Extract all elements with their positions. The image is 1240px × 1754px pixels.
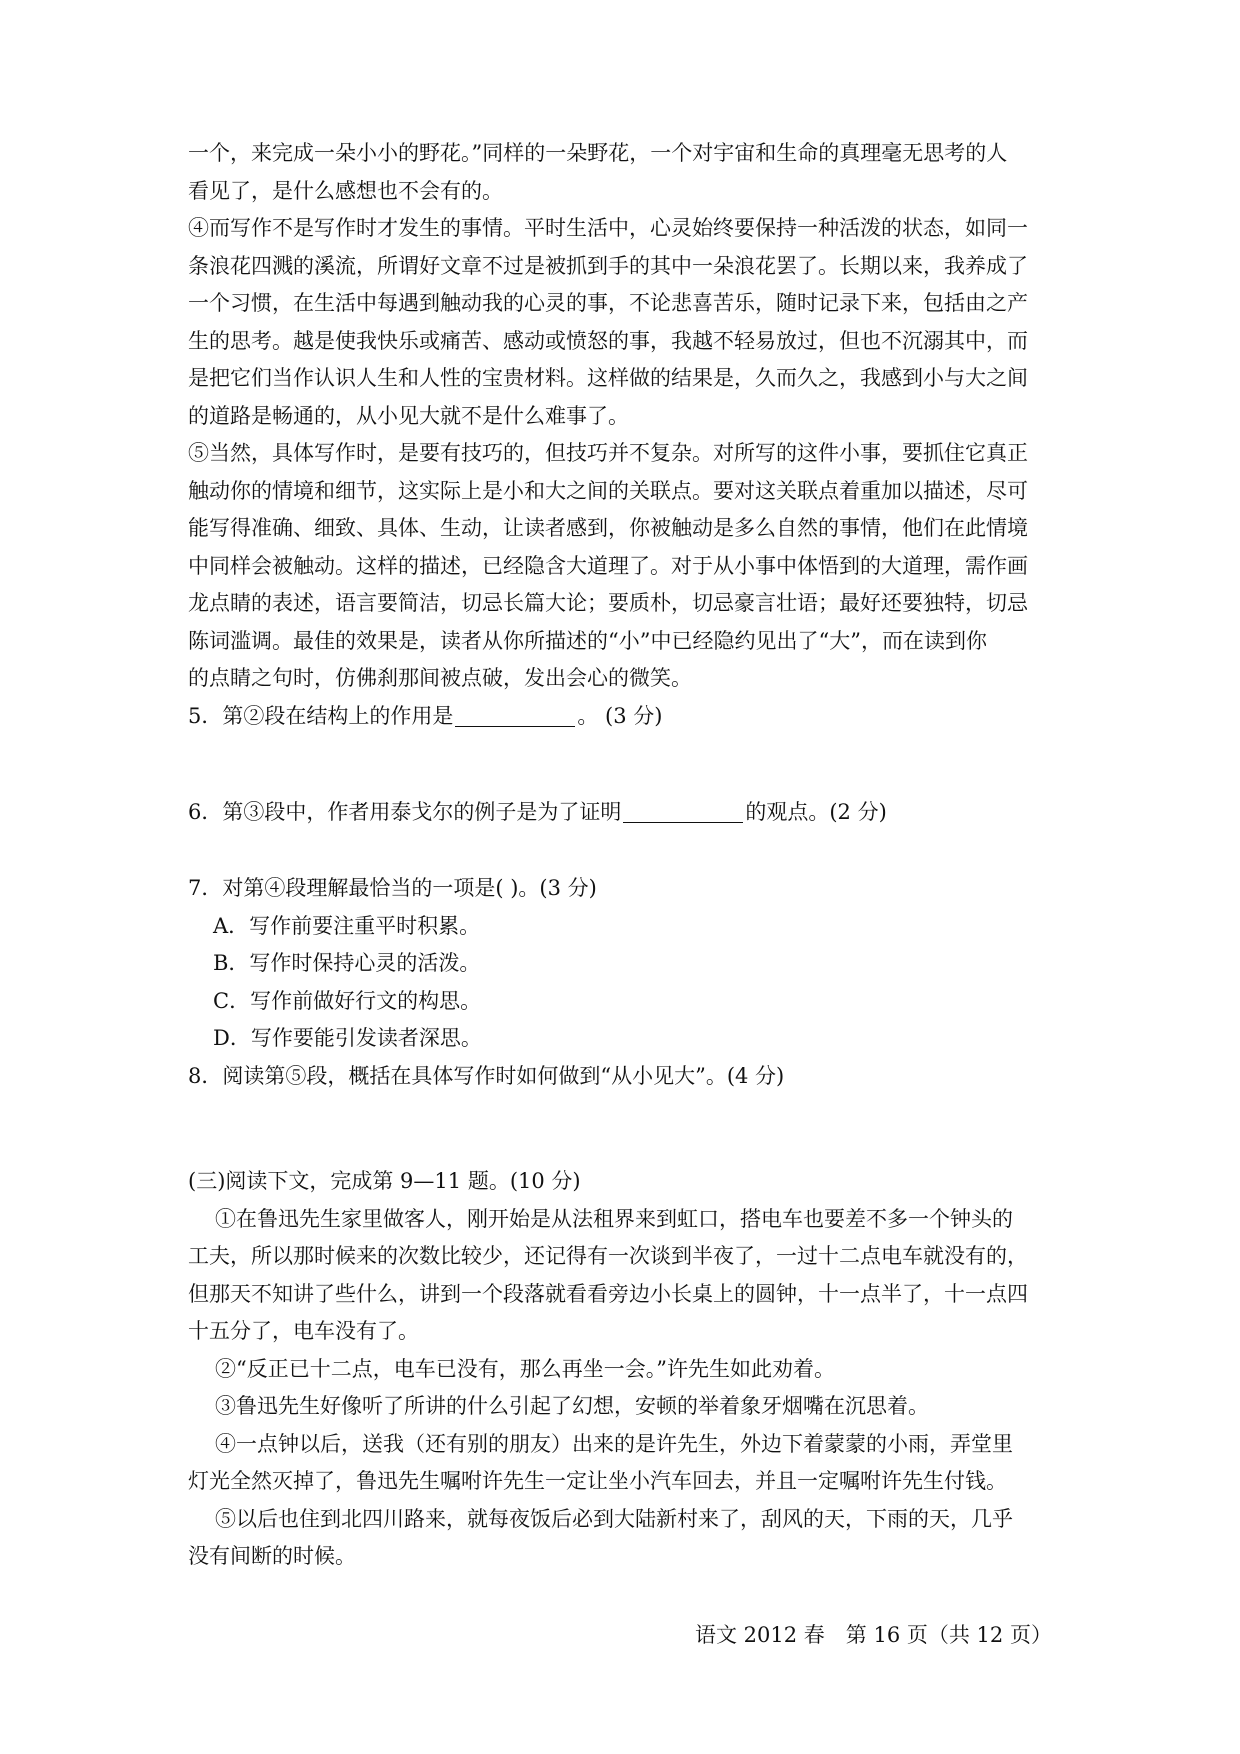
question-6-score: 的观点。(2 分): [745, 800, 887, 824]
option-c[interactable]: C．写作前做好行文的构思。: [213, 988, 482, 1013]
answer-blank-5[interactable]: [455, 702, 575, 727]
text-line: 一个，来完成一朵小小的野花。”同样的一朵野花，一个对宇宙和生命的真理毫无思考的人: [188, 141, 1008, 165]
section-3: [188, 1163, 1058, 1576]
question-7-block: [188, 870, 1058, 1095]
text-line: ⑤以后也住到北四川路来，就每夜饭后必到大陆新村来了，刮风的天，下雨的天，几乎: [215, 1506, 1013, 1531]
text-line: 条浪花四溅的溪流，所谓好文章不过是被抓到手的其中一朵浪花罢了。长期以来，我养成了: [188, 253, 1028, 278]
text-line: ①在鲁迅先生家里做客人，刚开始是从法租界来到虹口，搭电车也要差不多一个钟头的: [215, 1206, 1013, 1231]
option-a[interactable]: A．写作前要注重平时积累。: [213, 913, 481, 938]
answer-blank-6[interactable]: [623, 798, 743, 823]
text-line: 十五分了，电车没有了。: [188, 1319, 419, 1343]
option-d[interactable]: D．写作要能引发读者深思。: [213, 1026, 482, 1050]
question-5-score: 。 (3 分): [577, 703, 663, 728]
text-line: 龙点睛的表述，语言要简洁，切忌长篇大论；要质朴，切忌豪言壮语；最好还要独特，切忌: [188, 591, 1028, 615]
text-line: ⑤当然，具体写作时，是要有技巧的，但技巧并不复杂。对所写的这件小事，要抓住它真正: [188, 441, 1028, 465]
text-line: ④而写作不是写作时才发生的事情。平时生活中，心灵始终要保持一种活泼的状态，如同一: [188, 216, 1028, 240]
question-6-block: [188, 794, 1058, 832]
text-line: 触动你的情境和细节，这实际上是小和大之间的关联点。要对这关联点着重加以描述，尽可: [188, 478, 1028, 503]
text-line: ④一点钟以后，送我（还有别的朋友）出来的是许先生，外边下着蒙蒙的小雨，弄堂里: [215, 1431, 1013, 1456]
section-3-heading: (三)阅读下文，完成第 9—11 题。(10 分): [188, 1169, 581, 1193]
text-line: 一个习惯，在生活中每遇到触动我的心灵的事，不论悲喜苦乐，随时记录下来，包括由之产: [188, 291, 1028, 315]
question-6-text: 6．第③段中，作者用泰戈尔的例子是为了证明: [188, 800, 622, 824]
text-line: 陈词滥调。最佳的效果是，读者从你所描述的“小”中已经隐约见出了“大”，而在读到你: [188, 628, 987, 653]
text-line: 的点睛之句时，仿佛刹那间被点破，发出会心的微笑。: [188, 666, 692, 690]
question-5: [188, 698, 1058, 736]
question-8: 8．阅读第⑤段，概括在具体写作时如何做到“从小见大”。(4 分): [188, 1063, 785, 1088]
text-line: 工夫，所以那时候来的次数比较少，还记得有一次谈到半夜了，一过十二点电车就没有的，: [188, 1244, 1028, 1268]
text-line: 但那天不知讲了些什么，讲到一个段落就看看旁边小长桌上的圆钟，十一点半了，十一点四: [188, 1281, 1028, 1306]
text-line: 中同样会被触动。这样的描述，已经隐含大道理了。对于从小事中体悟到的大道理，需作画: [188, 553, 1028, 578]
text-line: 看见了，是什么感想也不会有的。: [188, 178, 503, 203]
text-line: 没有间断的时候。: [188, 1544, 356, 1568]
question-6: [188, 794, 1058, 832]
text-line: 的道路是畅通的，从小见大就不是什么难事了。: [188, 403, 629, 428]
text-line: 能写得准确、细致、具体、生动，让读者感到，你被触动是多么自然的事情，他们在此情境: [188, 516, 1028, 540]
passage-continuation: [188, 135, 1058, 735]
text-line: ③鲁迅先生好像听了所讲的什么引起了幻想，安顿的举着象牙烟嘴在沉思着。: [215, 1394, 929, 1418]
text-line: 生的思考。越是使我快乐或痛苦、感动或愤怒的事，我越不轻易放过，但也不沉溺其中，而: [188, 328, 1028, 353]
option-b[interactable]: B．写作时保持心灵的活泼。: [213, 951, 481, 975]
question-5-text: 5．第②段在结构上的作用是: [188, 703, 454, 728]
text-line: ②“反正已十二点，电车已没有，那么再坐一会。”许先生如此劝着。: [215, 1356, 835, 1381]
question-7-stem: 7．对第④段理解最恰当的一项是( )。(3 分): [188, 876, 597, 900]
text-line: 灯光全然灭掉了，鲁迅先生嘱咐许先生一定让坐小汽车回去，并且一定嘱咐许先生付钱。: [188, 1469, 1007, 1493]
page-footer: 语文 2012 春 第 16 页（共 12 页）: [695, 1623, 1052, 1647]
text-line: 是把它们当作认识人生和人性的宝贵材料。这样做的结果是，久而久之，我感到小与大之间: [188, 366, 1028, 390]
